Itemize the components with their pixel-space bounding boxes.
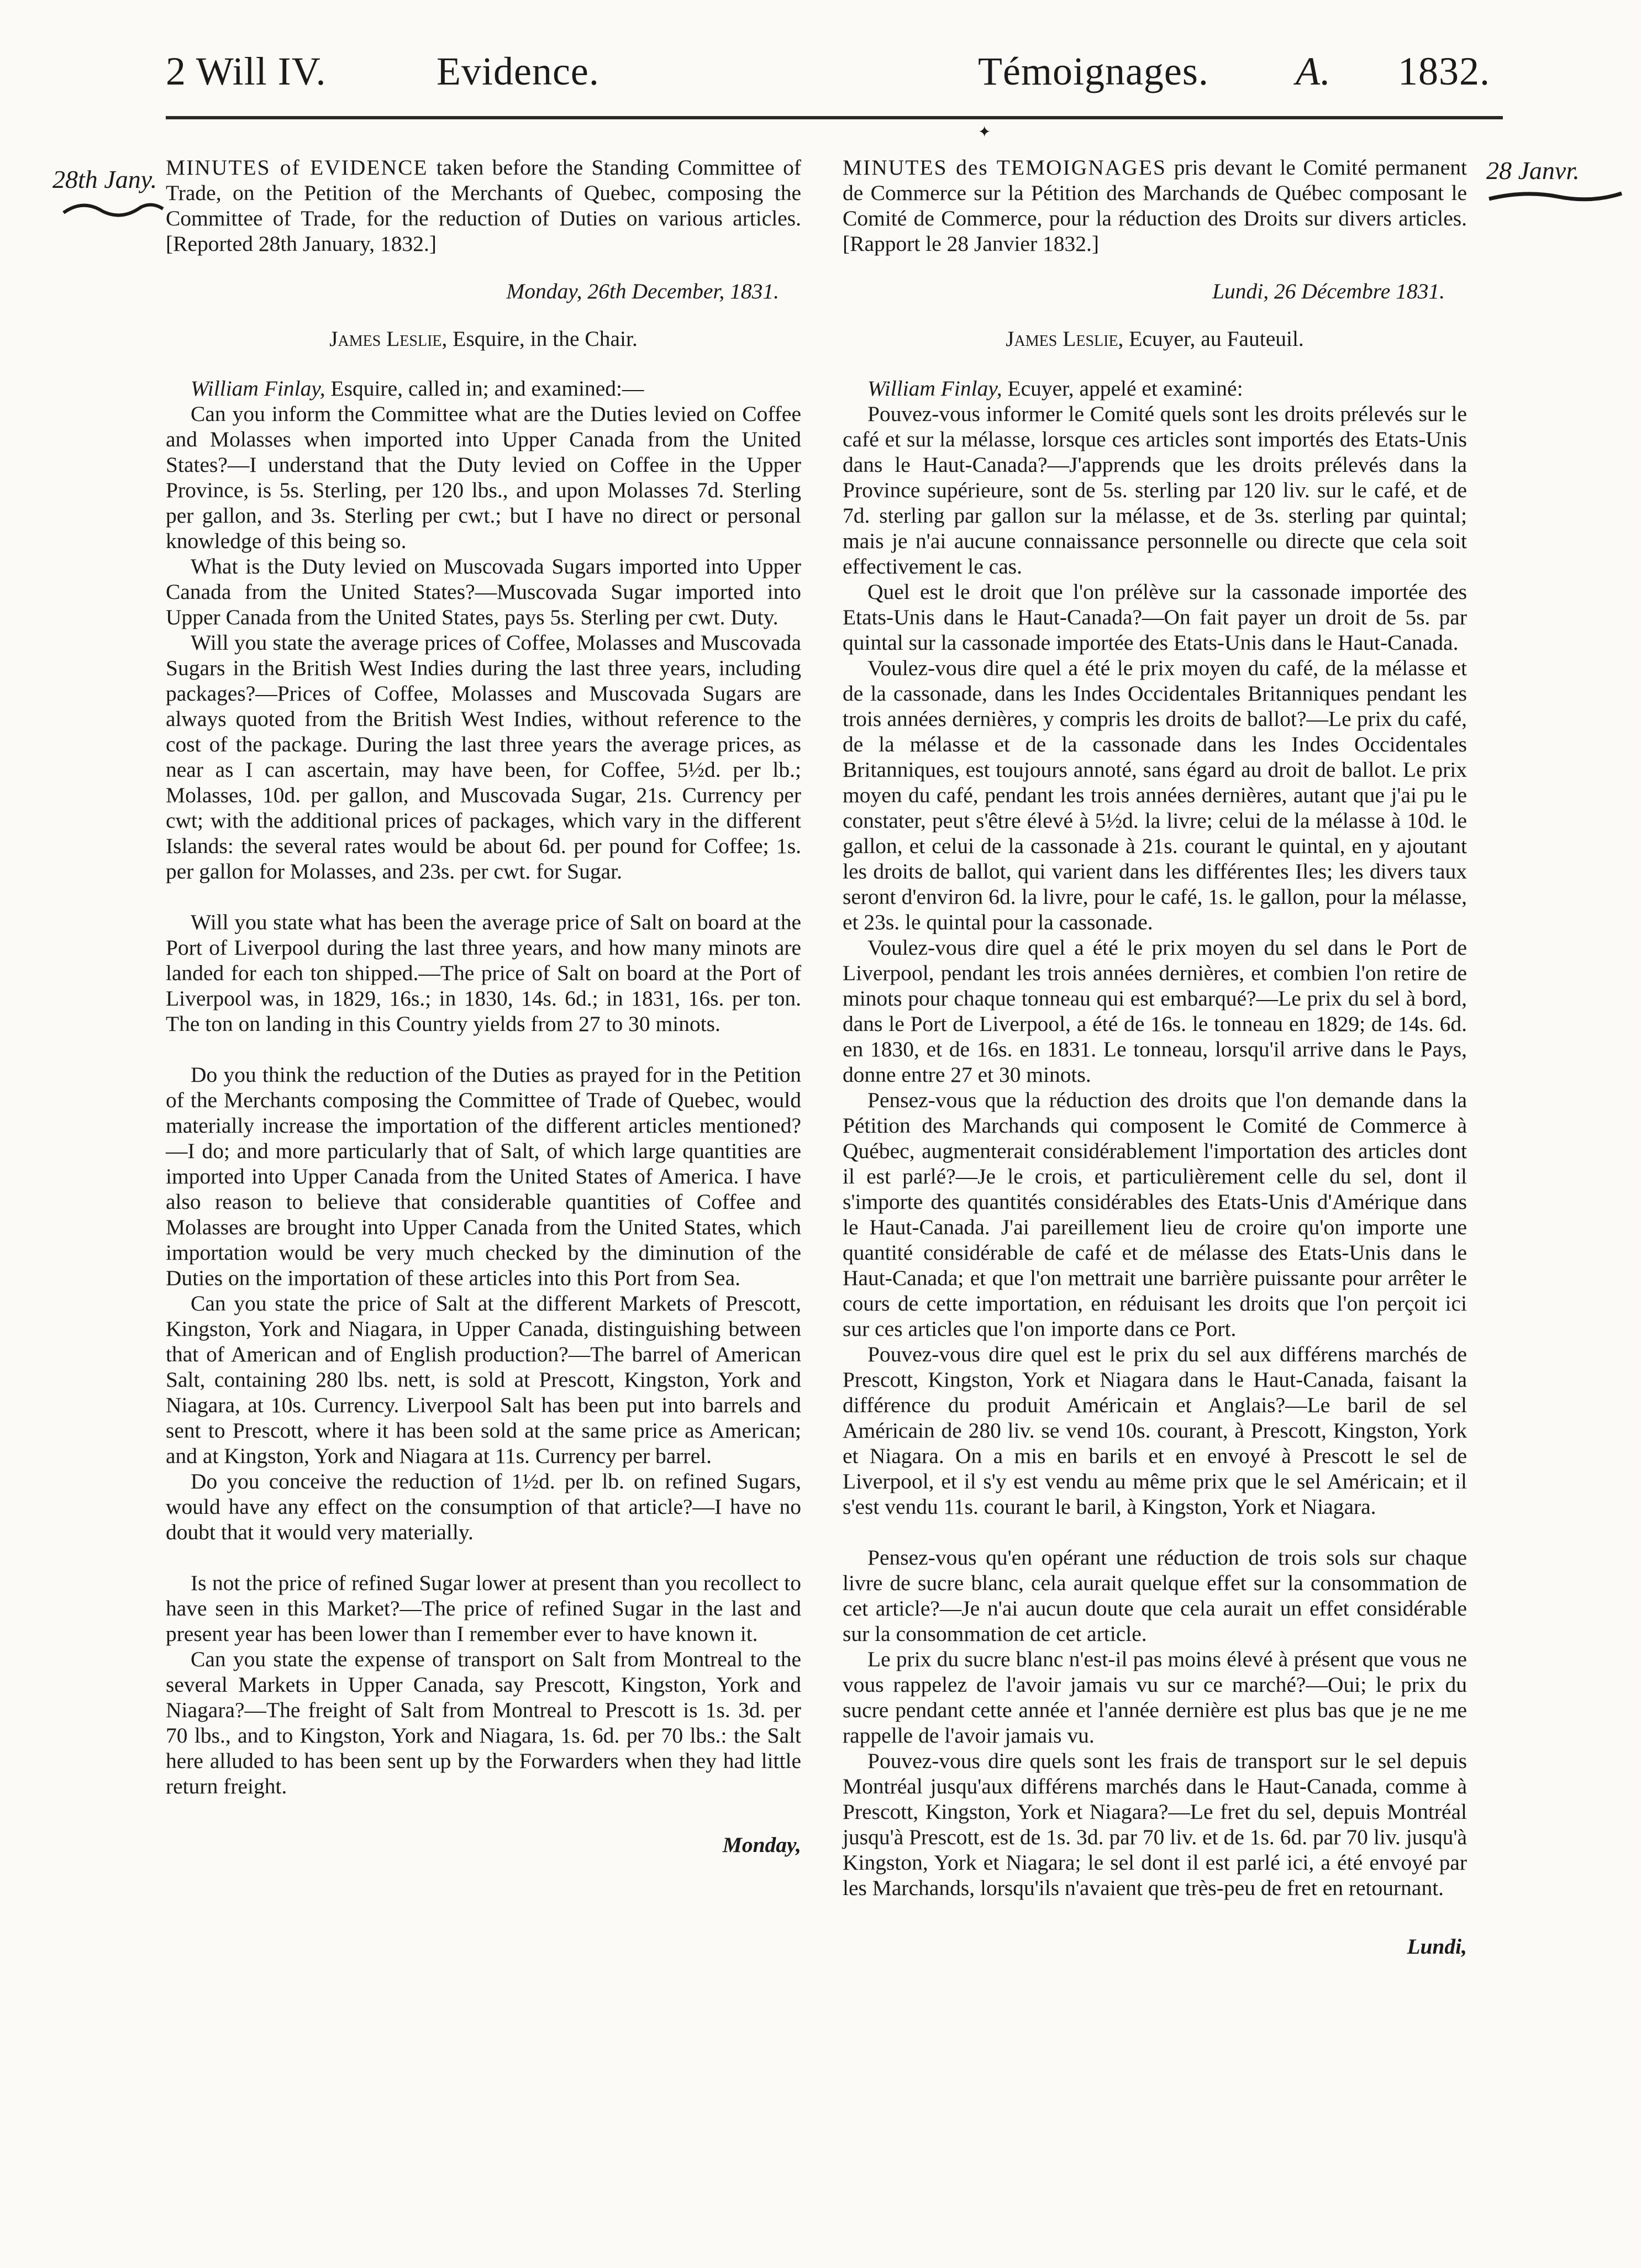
header-rule-ornament: ✦ [978,124,991,141]
french-sitting-date: Lundi, 26 Décembre 1831. [1212,279,1445,303]
french-paragraph: Le prix du sucre blanc n'est-il pas moins élevé à présent que vous ne vous rappelez de l'avoir jamais vu sur ce marché?—Oui; le prix du sucre pendant cette année et l'année dernière est plus bas que je ne me rappelle de l'avoir jamais vu. [843,1647,1467,1748]
french-paragraph: Pensez-vous que la réduction des droits que l'on demande dans la Pétition des Marchands qui composent le Comité de Commerce à Québec, augmenterait considérablement l'importation des articles dont il est parlé?—Je le crois, et particulièrement celle du sel, dont il s'importe des quantités considérables des Etats-Unis d'Amérique dans le Haut-Canada. J'ai pareillement lieu de croire qu'on importe une quantité considérable de café et de mélasse des Etats-Unis dans le Haut-Canada; et que l'on mettrait une barrière puissante pour arrêter le cours de cette importation, en réduisant les droits que l'on perçoit ici sur ces articles que l'on importe dans ce Port. [843,1088,1467,1341]
french-paragraph: Pouvez-vous dire quels sont les frais de transport sur le sel depuis Montréal jusqu'aux différens marchés dans le Haut-Canada, comme à Prescott, Kingston, York et Niagara?—Le fret du sel, depuis Montréal jusqu'à Prescott, est de 1s. 3d. par 70 liv. et de 1s. 6d. par 70 liv. jusqu'à Kingston, York et Niagara; le sel dont il est parlé ici, a été envoyé par les Marchands, lorsqu'ils n'avaient que très-peu de fret en retournant. [843,1749,1467,1900]
french-paragraph: Quel est le droit que l'on prélève sur la cassonade importée des Etats-Unis dans le Haut-Canada?—On fait payer un droit de 5s. par quintal sur la cassonade importée des Etats-Unis dans le Haut-Canada. [843,580,1467,655]
margin-flourish-left-icon [61,199,166,221]
english-paragraph: What is the Duty levied on Muscovada Sugars imported into Upper Canada from the United States?—Muscovada Sugar imported into Upper Canada from the United States, pays 5s. Sterling per cwt. Duty. [166,554,801,629]
english-paragraph: Can you state the price of Salt at the different Markets of Prescott, Kingston, York and Niagara, in Upper Canada, distinguishing between that of American and of English production?—The barrel of American Salt, containing 280 lbs. nett, is sold at Prescott, Kingston, York and Niagara, at 10s. Currency. Liverpool Salt has been put into barrels and sent to Prescott, where it has been sold at the same price as American; and at Kingston, York and Niagara at 11s. Currency per barrel. [166,1291,801,1468]
header-title-english: Evidence. [436,49,599,93]
english-paragraph: Can you inform the Committee what are the Duties levied on Coffee and Molasses when imported into Upper Canada from the United States?—I understand that the Duty levied on Coffee in the Upper Province, is 5s. Sterling, per 120 lbs., and upon Molasses 7d. Sterling per gallon, and 3s. Sterling per cwt.; but I have no direct or personal knowledge of this being so. [166,402,801,553]
english-sitting-date: Monday, 26th December, 1831. [506,279,779,303]
margin-date-right: 28 Janvr. [1486,156,1580,185]
english-column [166,155,801,1857]
french-paragraph: Voulez-vous dire quel a été le prix moyen du café, de la mélasse et de la cassonade, dans les Indes Occidentales Britanniques pendant les trois années dernières, y compris les droits de ballot?—Le prix du café, de la mélasse et de la cassonade dans les Indes Occidentales Britanniques, est toujours annoté, sans égard au droit de ballot. Le prix moyen du café, pendant les trois années dernières, autant que j'ai pu le constater, peut s'être élevé à 5½d. la livre; celui de la mélasse à 10d. le gallon, et celui de la cassonade à 21s. courant le quintal, en y ajoutant les droits de ballot, qui varient dans les différentes Iles; les divers taux seront d'environ 6d. la livre, pour le café, 1s. le gallon, pour la mélasse, et 23s. le quintal pour la cassonade. [843,656,1467,934]
english-intro: MINUTES of EVIDENCE taken before the Standing Committee of Trade, on the Petition of the Merchants of Quebec, composing the Committee of Trade, for the reduction of Duties on various articles. [Reported 28th January, 1832.] [166,155,801,256]
english-catchword: Monday, [722,1833,801,1857]
header-appendix-letter: A. [1296,49,1331,93]
french-intro: MINUTES des TEMOIGNAGES pris devant le Comité permanent de Commerce sur la Pétition des Marchands de Québec composant le Comité de Commerce, pour la réduction des Droits sur divers articles. [Rapport le 28 Janvier 1832.] [843,155,1468,256]
french-paragraph: Pouvez-vous informer le Comité quels sont les droits prélevés sur le café et sur la mélasse, lorsque ces articles sont importés des Etats-Unis dans le Haut-Canada?—J'apprends que les droits prélevés dans la Province supérieure, sont de 5s. sterling par 120 liv. sur le café, et de 7d. sterling par gallon sur la mélasse, et de 3s. sterling par quintal; mais je n'ai aucune connaissance personnelle ou directe que cela soit effectivement le cas. [843,402,1467,578]
french-paragraph: Pensez-vous qu'en opérant une réduction de trois sols sur chaque livre de sucre blanc, cela aurait quelque effet sur la consommation de cet article?—Je n'ai aucun doute que cela aurait un effet considérable sur la consommation de cet article. [843,1545,1467,1646]
french-catchword: Lundi, [1407,1934,1467,1959]
margin-date-left: 28th Jany. [52,165,157,193]
english-paragraph: Do you conceive the reduction of 1½d. per lb. on refined Sugars, would have any effect on the consumption of that article?—I have no doubt that it would very materially. [166,1469,801,1544]
french-chair-line: James Leslie, Ecuyer, au Fauteuil. [1006,327,1304,351]
header-title-french: Témoignages. [978,49,1209,93]
english-paragraph: Can you state the expense of transport on Salt from Montreal to the several Markets in Upper Canada, say Prescott, Kingston, York and Niagara?—The freight of Salt from Montreal to Prescott is 1s. 3d. per 70 lbs., and to Kingston, York and Niagara, 1s. 6d. per 70 lbs.: the Salt here alluded to has been sent up by the Forwarders when they had little return freight. [166,1647,801,1798]
english-paragraph: Will you state the average prices of Coffee, Molasses and Muscovada Sugars in the British West Indies during the last three years, including packages?—Prices of Coffee, Molasses and Muscovada Sugars are always quoted from the British West Indies, without reference to the cost of the package. During the last three years the average prices, as near as I can ascertain, may have been, for Coffee, 5½d. per lb.; Molasses, 10d. per gallon, and Muscovada Sugar, 21s. Currency per cwt; with the additional prices of packages, which vary in the different Islands: the several rates would be about 6d. per pound for Coffee; 1s. per gallon for Molasses, and 23s. per cwt. for Sugar. [166,630,801,883]
french-column [843,155,1467,1959]
english-paragraph: Do you think the reduction of the Duties as prayed for in the Petition of the Merchants composing the Committee of Trade of Quebec, would materially increase the importation of the different articles mentioned?—I do; and more particularly that of Salt, of which large quantities are imported into Upper Canada from the United States of America. I have also reason to believe that considerable quantities of Coffee and Molasses are brought into Upper Canada from the United States, which importation would be very much checked by the diminution of the Duties on the importation of these articles into this Port from Sea. [166,1062,801,1290]
english-chair-line: James Leslie, Esquire, in the Chair. [329,327,638,351]
header-rule [166,116,1503,119]
french-paragraph: Voulez-vous dire quel a été le prix moyen du sel dans le Port de Liverpool, pendant les trois années dernières, et combien l'on retire de minots pour chaque tonneau qui est embarqué?—Le prix du sel à bord, dans le Port de Liverpool, a été de 16s. le tonneau en 1829; de 14s. 6d. en 1830, et de 16s. en 1831. Le tonneau, lorsqu'il arrive dans le Pays, donne entre 27 et 30 minots. [843,935,1467,1087]
running-header [0,49,1641,109]
english-paragraph: Will you state what has been the average price of Salt on board at the Port of Liverpool during the last three years, and how many minots are landed for each ton shipped.—The price of Salt on board at the Port of Liverpool was, in 1829, 16s.; in 1830, 14s. 6d.; in 1831, 16s. per ton. The ton on landing in this Country yields from 27 to 30 minots. [166,910,801,1036]
english-paragraph: Is not the price of refined Sugar lower at present than you recollect to have seen in this Market?—The price of refined Sugar in the last and present year has been lower than I remember ever to have known it. [166,1571,801,1646]
english-witness-line: William Finlay, Esquire, called in; and examined:— [191,376,644,401]
header-regnal-year: 2 Will IV. [166,49,327,93]
french-paragraph: Pouvez-vous dire quel est le prix du sel aux différens marchés de Prescott, Kingston, York et Niagara dans le Haut-Canada, faisant la différence du produit Américain et Anglais?—Le baril de sel Américain de 280 liv. se vend 10s. courant, à Prescott, Kingston, York et Niagara. On a mis en barils et en envoyé à Prescott le sel de Liverpool, et il s'y est vendu au même prix que le sel Américain; et il s'est vendu 11s. courant le baril, à Kingston, York et Niagara. [843,1342,1467,1519]
margin-flourish-right-icon [1486,189,1624,206]
french-witness-line: William Finlay, Ecuyer, appelé et examiné: [867,376,1243,401]
header-year: 1832. [1398,49,1490,93]
